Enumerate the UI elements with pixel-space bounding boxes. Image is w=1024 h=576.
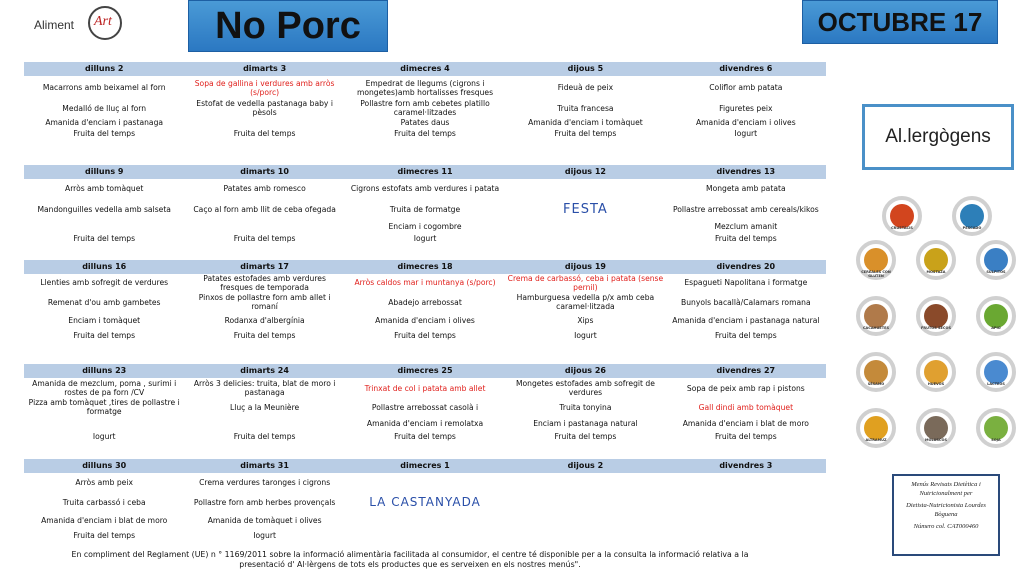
menu-row: [24, 398, 826, 416]
dish-cell: Bunyols bacallà/Calamars romana: [681, 297, 811, 307]
dish-cell: Sopa de peix amb rap i pistons: [686, 383, 805, 393]
dish-cell: Fruita del temps: [714, 431, 777, 441]
day-header: dijous 26: [564, 366, 606, 375]
allergen-label: CACAHUETES: [862, 326, 890, 330]
brand-logo: [34, 6, 124, 42]
menu-row: [24, 179, 826, 197]
dish-cell: [666, 513, 826, 528]
day-header: dimecres 1: [400, 461, 450, 470]
dish-cell: Fideuà de peix: [557, 83, 614, 92]
allergen-label: ALTRAMUZ: [865, 438, 887, 442]
dish-cell: Medalló de lluç al forn: [62, 103, 147, 113]
dish-cell: Truita tonyina: [559, 402, 612, 412]
day-header: divendres 27: [716, 366, 776, 375]
day-header: dimecres 25: [397, 366, 453, 375]
dish-cell: Llenties amb sofregit de verdures: [40, 278, 169, 287]
dish-cell: Pinxos de pollastre forn amb allet i romaní: [198, 293, 331, 311]
dish-cell: Figuretes peix: [719, 103, 773, 113]
cacauets-icon: [856, 296, 896, 336]
dish-cell: Pollastre forn amb cebetes platillo caramel·litzades: [360, 99, 490, 117]
dish-cell: [184, 416, 344, 430]
dish-cell: Mongeta amb patata: [706, 183, 786, 193]
dish-cell: Fruita del temps: [394, 431, 456, 441]
week-header: [24, 62, 826, 76]
menu-row: [24, 416, 826, 430]
ous-icon-fill: [924, 360, 948, 384]
lactis-icon-fill: [984, 360, 1008, 384]
day-header: dilluns 2: [84, 64, 124, 73]
dish-cell: Fruita del temps: [394, 128, 456, 138]
crustacis-icon: [882, 196, 922, 236]
week-header: [24, 364, 826, 378]
crustacis-icon-fill: [890, 204, 914, 228]
dish-cell: Pollastre arrebossat amb cereals/kikos: [672, 204, 819, 214]
allergen-label: CRUSTÀCIS: [891, 226, 913, 230]
day-header: dimarts 24: [240, 366, 289, 375]
menu-row: [24, 430, 826, 442]
api-icon-fill: [984, 304, 1008, 328]
day-header: dijous 5: [567, 64, 604, 73]
dish-cell: [345, 473, 505, 491]
menu-row: [24, 274, 826, 291]
dish-cell: Fruita del temps: [233, 331, 296, 340]
dish-cell: Sopa de gallina i verdures amb arròs (s/porc): [194, 78, 335, 97]
dish-cell: Amanida d'enciam i olives: [695, 117, 796, 127]
peix-icon: [952, 196, 992, 236]
sulfits-icon: [976, 240, 1016, 280]
peix-icon-fill: [960, 204, 984, 228]
allergen-label: SOJA: [991, 438, 1001, 442]
day-header: dijous 2: [567, 461, 604, 470]
menu-row: [24, 491, 826, 513]
allergen-label: APIO: [991, 326, 1001, 330]
dish-cell: Enciam i cogombre: [388, 222, 462, 231]
dish-cell: [184, 221, 344, 232]
allergen-label: SULFITOS: [986, 270, 1006, 274]
dish-cell: Patates estofades amb verdures fresques de temporada: [203, 273, 326, 292]
dish-cell: Patates daus: [400, 117, 450, 127]
day-header: divendres 13: [716, 167, 776, 176]
menu-row: [24, 99, 826, 117]
menu-row: [24, 232, 826, 245]
dish-cell: Pizza amb tomàquet ,tires de pollastre i formatge: [28, 398, 180, 416]
dish-cell: Mezclum amanit: [714, 222, 778, 231]
nutri-line: Dietista-Nutricionista Lourdes Bòguena: [906, 502, 986, 518]
day-header: dilluns 23: [82, 366, 127, 375]
week-header: [24, 165, 826, 179]
dish-cell: Fruita del temps: [714, 331, 777, 340]
dish-cell: [24, 221, 184, 232]
cacauets-icon-fill: [864, 304, 888, 328]
mol-luscs-icon-fill: [924, 416, 948, 440]
dish-cell: Fruita del temps: [73, 128, 136, 138]
dish-cell: Mandonguilles vedella amb salseta: [37, 204, 171, 214]
dish-cell: Crema de carbassó, ceba i patata (sense pernil): [507, 273, 664, 292]
day-header: dijous 19: [564, 262, 606, 271]
nutritionist-box: [892, 474, 1000, 556]
dish-cell: [505, 513, 665, 528]
lactis-icon: [976, 352, 1016, 392]
day-header: divendres 6: [719, 64, 773, 73]
day-header: divendres 20: [716, 262, 776, 271]
dish-cell: Amanida de mezclum, poma , surimi i rostes de pa forn /CV: [32, 379, 177, 397]
dish-cell: Abadejo arrebossat: [388, 297, 462, 307]
allergens-button[interactable]: Al.lergògens: [862, 104, 1014, 170]
week-block: [24, 364, 826, 442]
dish-cell: Cigrons estofats amb verdures i patata: [350, 183, 500, 193]
dish-cell: Iogurt: [574, 331, 597, 340]
dish-cell: Macarrons amb beixamel al forn: [42, 83, 166, 92]
week-header: [24, 459, 826, 473]
dish-cell: Truita carbassó i ceba: [62, 497, 146, 507]
allergen-label: MOLUSCOS: [925, 438, 947, 442]
dish-cell: Amanida d'enciam i blat de moro: [41, 516, 168, 525]
gluten-icon-fill: [864, 248, 888, 272]
dish-cell: Fruita del temps: [554, 128, 617, 138]
dish-cell: FESTA: [563, 201, 608, 217]
dish-cell: Espagueti Napolitana i formatge: [684, 278, 808, 287]
dish-cell: Enciam i tomàquet: [68, 316, 141, 325]
allergen-label: CEREALES CON GLUTEN: [861, 270, 891, 278]
soja-icon: [976, 408, 1016, 448]
dish-cell: [184, 117, 344, 127]
dish-cell: Amanida d'enciam i tomàquet: [528, 117, 643, 127]
dish-cell: Rodanxa d'albergínia: [224, 316, 305, 325]
dish-cell: [666, 528, 826, 542]
dish-cell: Arròs caldos mar i muntanya (s/porc): [354, 278, 496, 287]
dish-cell: Trinxat de col i patata amb allet: [364, 383, 486, 393]
menu-title: No Porc: [188, 0, 388, 52]
dish-cell: Fruita del temps: [233, 128, 296, 138]
tramussos-icon-fill: [864, 416, 888, 440]
dish-cell: Truita francesa: [557, 103, 614, 113]
menu-row: [24, 473, 826, 491]
dish-cell: Iogurt: [253, 530, 276, 540]
legal-footer: [60, 550, 760, 570]
fruits-secs-icon: [916, 296, 956, 336]
dish-cell: [505, 528, 665, 542]
dish-cell: [505, 473, 665, 491]
dish-cell: Amanida de tomàquet i olives: [207, 516, 322, 525]
dish-cell: Fruita del temps: [73, 530, 136, 540]
gluten-icon: [856, 240, 896, 280]
mostassa-icon-fill: [924, 248, 948, 272]
dish-cell: LA CASTANYADA: [369, 494, 481, 509]
menu-row: [24, 197, 826, 221]
dish-cell: [505, 491, 665, 513]
sesam-icon-fill: [864, 360, 888, 384]
day-header: divendres 3: [719, 461, 773, 470]
menu-row: [24, 117, 826, 127]
dish-cell: [345, 528, 505, 542]
dish-cell: Gall dindi amb tomàquet: [698, 402, 794, 412]
dish-cell: Coliflor amb patata: [709, 83, 783, 92]
day-header: dimarts 31: [240, 461, 289, 470]
fruits-secs-icon-fill: [924, 304, 948, 328]
allergen-label: MOSTAZA: [926, 270, 946, 274]
dish-cell: Truita de formatge: [389, 204, 461, 214]
menu-row: [24, 291, 826, 313]
week-block: [24, 459, 826, 542]
dish-cell: Amanida d'enciam i blat de moro: [682, 418, 809, 428]
dish-cell: [505, 221, 665, 232]
dish-cell: Amanida d'enciam i pastanaga: [45, 117, 164, 127]
dish-cell: [666, 473, 826, 491]
week-header: [24, 260, 826, 274]
dish-cell: Fruita del temps: [714, 234, 777, 243]
dish-cell: Arròs amb tomàquet: [65, 183, 144, 193]
dish-cell: Enciam i pastanaga natural: [533, 418, 638, 428]
day-header: dilluns 30: [82, 461, 127, 470]
dish-cell: Remenat d'ou amb gambetes: [47, 297, 161, 307]
dish-cell: Amanida d'enciam i pastanaga natural: [672, 316, 820, 325]
menu-row: [24, 328, 826, 343]
day-header: dimarts 3: [243, 64, 287, 73]
menu-row: [24, 513, 826, 528]
allergen-icons: [852, 190, 1024, 450]
day-header: dijous 12: [564, 167, 606, 176]
day-header: dilluns 9: [84, 167, 124, 176]
logo-art: Art: [94, 14, 112, 29]
dish-cell: Iogurt: [92, 431, 116, 441]
dish-cell: Fruita del temps: [394, 331, 456, 340]
menu-row: [24, 127, 826, 139]
week-block: [24, 62, 826, 139]
dish-cell: Fruita del temps: [233, 234, 296, 243]
week-block: [24, 165, 826, 245]
dish-cell: Lluç a la Meunière: [229, 402, 300, 412]
soja-icon-fill: [984, 416, 1008, 440]
allergen-label: PESCADO: [962, 226, 982, 230]
dish-cell: Caço al forn amb llit de ceba ofegada: [193, 204, 336, 214]
mol-luscs-icon: [916, 408, 956, 448]
dish-cell: Empedrat de llegums (cigrons i mongetes)amb hortalisses fresques: [356, 78, 494, 97]
menu-row: [24, 313, 826, 328]
sulfits-icon-fill: [984, 248, 1008, 272]
dish-cell: [24, 416, 184, 430]
dish-cell: Iogurt: [413, 234, 437, 243]
menu-row: [24, 528, 826, 542]
dish-cell: Xips: [577, 316, 594, 325]
menu-row: [24, 221, 826, 232]
dish-cell: [505, 179, 665, 197]
dish-cell: Amanida d'enciam i remolatxa: [366, 418, 484, 428]
footer-line: En compliment del Reglament (UE) n ° 1169/2011 sobre la informació alimentària facilitada al consumidor, el centre té disponible per a la consulta la informació relativa a la: [71, 550, 749, 559]
nutri-line: Menús Revisats Dietètica i Nutricionalment per: [911, 481, 981, 497]
dish-cell: Fruita del temps: [73, 331, 136, 340]
dish-cell: Fruita del temps: [73, 234, 136, 243]
dish-cell: Crema verdures taronges i cigrons: [199, 477, 331, 487]
nutri-line: Número col. CAT000460: [913, 523, 979, 530]
dish-cell: Estofat de vedella pastanaga baby i pèsols: [196, 99, 333, 117]
dish-cell: [345, 513, 505, 528]
dish-cell: Hamburguesa vedella p/x amb ceba caramel·litzada: [516, 293, 655, 311]
allergen-label: HUEVOS: [927, 382, 945, 386]
week-block: [24, 260, 826, 343]
month-banner: OCTUBRE 17: [802, 0, 998, 44]
dish-cell: [666, 491, 826, 513]
dish-cell: Amanida d'enciam i olives: [375, 316, 475, 325]
mostassa-icon: [916, 240, 956, 280]
dish-cell: [505, 232, 665, 245]
sesam-icon: [856, 352, 896, 392]
dish-cell: Pollastre forn amb herbes provençals: [193, 497, 336, 507]
day-header: dimarts 17: [240, 262, 289, 271]
allergen-label: LÁCTEOS: [987, 382, 1005, 386]
ous-icon: [916, 352, 956, 392]
dish-cell: Patates amb romesco: [223, 183, 306, 193]
allergen-label: SÉSAMO: [867, 382, 885, 386]
day-header: dimecres 4: [400, 64, 450, 73]
day-header: dilluns 16: [82, 262, 127, 271]
tramussos-icon: [856, 408, 896, 448]
dish-cell: Mongetes estofades amb sofregit de verdures: [515, 379, 655, 397]
menu-row: [24, 76, 826, 99]
api-icon: [976, 296, 1016, 336]
allergen-label: FRUTOS SECOS: [920, 326, 951, 330]
day-header: dimecres 18: [397, 262, 453, 271]
dish-cell: Iogurt: [734, 128, 758, 138]
day-header: dimarts 10: [240, 167, 289, 176]
day-header: dimecres 11: [397, 167, 453, 176]
dish-cell: Arròs amb peix: [75, 477, 133, 487]
logo-text: Aliment: [34, 18, 75, 32]
dish-cell: Arròs 3 delicies: truita, blat de moro i pastanaga: [193, 379, 336, 397]
footer-line: presentació d' Al·lèrgens de tots els productes que es serveixen en els nostres menús".: [239, 560, 581, 569]
menu-row: [24, 378, 826, 398]
dish-cell: Fruita del temps: [554, 431, 617, 441]
dish-cell: Fruita del temps: [233, 431, 296, 441]
dish-cell: Pollastre arrebossat casolà i: [371, 402, 479, 412]
